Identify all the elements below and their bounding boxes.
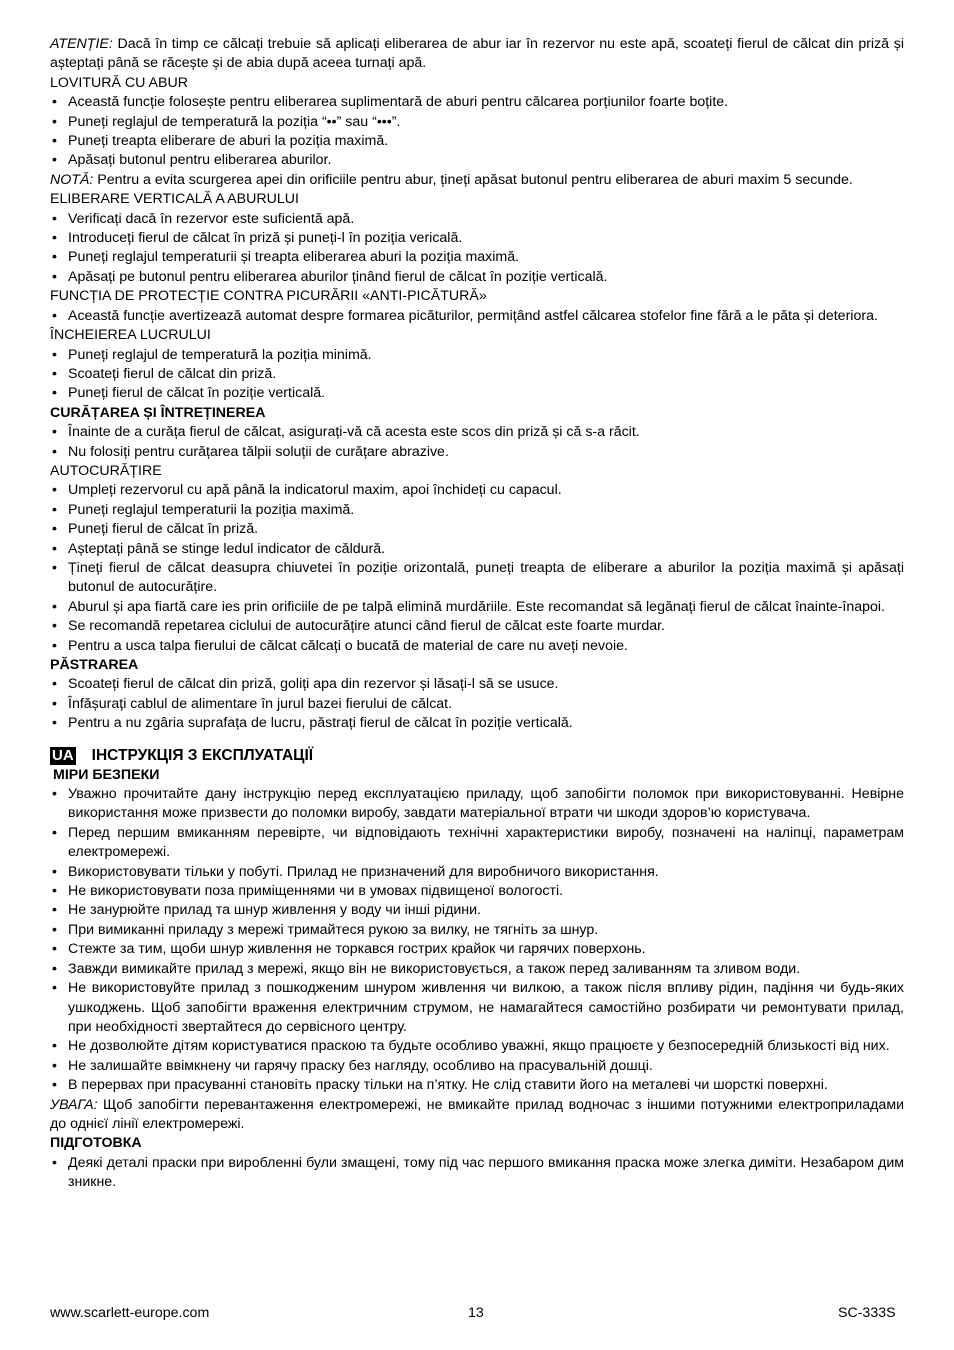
self-clean-list: [50, 481, 904, 656]
vertical-steam-heading: ELIBERARE VERTICALĂ A ABURULUI: [50, 191, 299, 208]
list-item: • Umpleți rezervorul cu apă până la indicatorul maxim, apoi închideți cu capacul.: [50, 481, 904, 500]
finish-heading: ÎNCHEIEREA LUCRULUI: [50, 327, 211, 344]
preparation-heading: ПІДГОТОВКА: [50, 1135, 142, 1152]
list-item: • Не занурюйте прилад та шнур живлення у воду чи інші рідини.: [50, 901, 904, 920]
finish-list: [50, 346, 904, 404]
list-item: • Scoateți fierul de călcat din priză.: [50, 365, 904, 384]
list-item: • Această funcție folosește pentru eliberarea suplimentară de aburi pentru călcarea porțiunilor foarte boțite.: [50, 93, 904, 112]
list-item: • Перед першим вмиканням перевірте, чи відповідають технічні характеристики виробу, позначені на наліпці, параметрам електромережі.: [50, 824, 904, 863]
ua-section-heading: [50, 746, 904, 766]
list-item: • Verificați dacă în rezervor este suficientă apă.: [50, 210, 904, 229]
list-item: • Puneți reglajul de temperatură la poziția minimă.: [50, 346, 904, 365]
cleaning-heading: CURĂȚAREA ȘI ÎNTREȚINEREA: [50, 404, 266, 421]
warning-paragraph: [50, 1096, 904, 1135]
list-item: • В перервах при прасуванні становіть праску тільки на п’ятку. Не слід ставити його на металеві чи шорсткі поверхні.: [50, 1076, 904, 1095]
self-clean-heading: AUTOCURĂȚIRE: [50, 462, 162, 479]
list-item: • При вимиканні приладу з мережі тримайтеся рукою за вилку, не тягніть за шнур.: [50, 921, 904, 940]
list-item: • Puneți reglajul temperaturii la poziția maximă.: [50, 501, 904, 520]
attention-label: ATENȚIE:: [50, 36, 113, 52]
ua-title: ІНСТРУКЦІЯ З ЕКСПЛУАТАЦІЇ: [91, 746, 314, 764]
storage-list: [50, 675, 904, 733]
steam-shot-list: [50, 93, 904, 171]
language-badge: UA: [52, 746, 74, 764]
note-paragraph: [50, 171, 904, 190]
footer-website: www.scarlett-europe.com: [50, 1305, 210, 1321]
list-item: • Apăsați butonul pentru eliberarea aburilor.: [50, 151, 904, 170]
list-item: • Puneți reglajul de temperatură la poziția “••” sau “•••”.: [50, 113, 904, 132]
list-item: • Puneți fierul de călcat în priză.: [50, 520, 904, 539]
list-item: • Așteptați până se stinge ledul indicator de căldură.: [50, 540, 904, 559]
list-item: • Стежте за тим, щоби шнур живлення не торкався гострих крайок чи гарячих поверхонь.: [50, 940, 904, 959]
attention-paragraph: [50, 35, 904, 74]
list-item: • Уважно прочитайте дану інструкцію перед експлуатацією приладу, щоб запобігти поломок при використовуванні. Невірне використання може призвести до поломки виробу, завдати матеріальної втрати чи шкоди здоров’ю користувача.: [50, 785, 904, 824]
preparation-list: [50, 1154, 904, 1193]
list-item: • Înfășurați cablul de alimentare în jurul bazei fierului de călcat.: [50, 695, 904, 714]
list-item: • Țineți fierul de călcat deasupra chiuvetei în poziție orizontală, puneți treapta de eliberare a aburilor la poziția maximă și apăsați butonul de autocurățire.: [50, 559, 904, 598]
cleaning-list: [50, 423, 904, 462]
list-item: • Apăsați pe butonul pentru eliberarea aburilor ținând fierul de călcat în poziție verticală.: [50, 268, 904, 287]
list-item: • Înainte de a curăța fierul de călcat, asigurați-vă că acesta este scos din priză și că s-a răcit.: [50, 423, 904, 442]
footer-model: SC-333S: [838, 1305, 896, 1321]
list-item: • Не використовувати поза приміщеннями чи в умовах підвищеної вологості.: [50, 882, 904, 901]
page-footer: [50, 1304, 904, 1324]
list-item: • Scoateți fierul de călcat din priză, goliți apa din rezervor și lăsați-l să se usuce.: [50, 675, 904, 694]
list-item: • Завжди вимикайте прилад з мережі, якщо він не використовується, а також перед заливанням та зливом води.: [50, 960, 904, 979]
list-item: • Pentru a nu zgâria suprafața de lucru, păstrați fierul de călcat în poziție verticală.: [50, 714, 904, 733]
page-content: [50, 35, 904, 1193]
list-item: • Această funcție avertizează automat despre formarea picăturilor, permițând astfel călcarea stofelor fine fără a le păta și deteriora.: [50, 307, 904, 326]
warning-label: УВАГА:: [50, 1096, 98, 1113]
attention-text: Dacă în timp ce călcați trebuie să aplicați eliberarea de abur iar în rezervor nu este apă, scoateți fierul de călcat din priză și așteptați până se răcește și de abia după aceea turnați apă.: [50, 36, 904, 72]
list-item: • Puneți treapta eliberare de aburi la poziția maximă.: [50, 132, 904, 151]
storage-heading: PĂSTRAREA: [50, 657, 139, 673]
safety-heading: МІРИ БЕЗПЕКИ: [53, 766, 160, 783]
list-item: • Використовувати тільки у побуті. Прилад не призначений для виробничого використання.: [50, 863, 904, 882]
list-item: • Puneți fierul de călcat în poziție verticală.: [50, 384, 904, 403]
anti-drip-heading: FUNCȚIA DE PROTECȚIE CONTRA PICURĂRII «ANTI-PICĂTURĂ»: [50, 288, 487, 305]
anti-drip-list: [50, 307, 904, 326]
list-item: • Pentru a usca talpa fierului de călcat călcați o bucată de material de care nu aveți nevoie.: [50, 637, 904, 656]
list-item: • Не дозволюйте дітям користуватися праскою та будьте особливо уважні, якщо працюєте у безпосередній близькості від них.: [50, 1037, 904, 1056]
warning-text: Щоб запобігти перевантаження електромережі, не вмикайте прилад водночас з іншими потужними електроприладами до однієї лінії електромережі.: [50, 1096, 904, 1132]
vertical-steam-list: [50, 210, 904, 288]
safety-list: [50, 785, 904, 1096]
list-item: • Не використовуйте прилад з пошкодженим шнуром живлення чи вилкою, а також після впливу рідин, падіння чи будь-яких ушкоджень. Щоб запобігти враження електричним струмом, не намагайтеся самостійно розбирати чи ремонтувати прилад, при необхідності звертайтеся до сервісного центру.: [50, 979, 904, 1037]
steam-shot-heading: LOVITURĂ CU ABUR: [50, 74, 188, 91]
list-item: • Не залишайте ввімкнену чи гарячу праску без нагляду, особливо на прасувальній дошці.: [50, 1057, 904, 1076]
list-item: • Деякі деталі праски при виробленні були змащені, тому під час першого вмикання праска може злегка диміти. Незабаром дим зникне.: [50, 1154, 904, 1193]
footer-page-number: 13: [468, 1305, 484, 1321]
list-item: • Puneți reglajul temperaturii și treapta eliberarea aburi la poziția maximă.: [50, 248, 904, 267]
list-item: • Aburul și apa fiartă care ies prin orificiile de pe talpă elimină murdăriile. Este recomandat să legănați fierul de călcat înainte-înapoi.: [50, 598, 904, 617]
list-item: • Introduceți fierul de călcat în priză și puneți-l în poziția vericală.: [50, 229, 904, 248]
list-item: • Se recomandă repetarea ciclului de autocurățire atunci când fierul de călcat este foarte murdar.: [50, 617, 904, 636]
note-text: Pentru a evita scurgerea apei din orificiile pentru abur, țineți apăsat butonul pentru eliberarea de aburi maxim 5 secunde.: [93, 171, 853, 188]
note-label: NOTĂ:: [50, 171, 94, 188]
list-item: • Nu folosiți pentru curățarea tălpii soluții de curățare abrazive.: [50, 443, 904, 462]
